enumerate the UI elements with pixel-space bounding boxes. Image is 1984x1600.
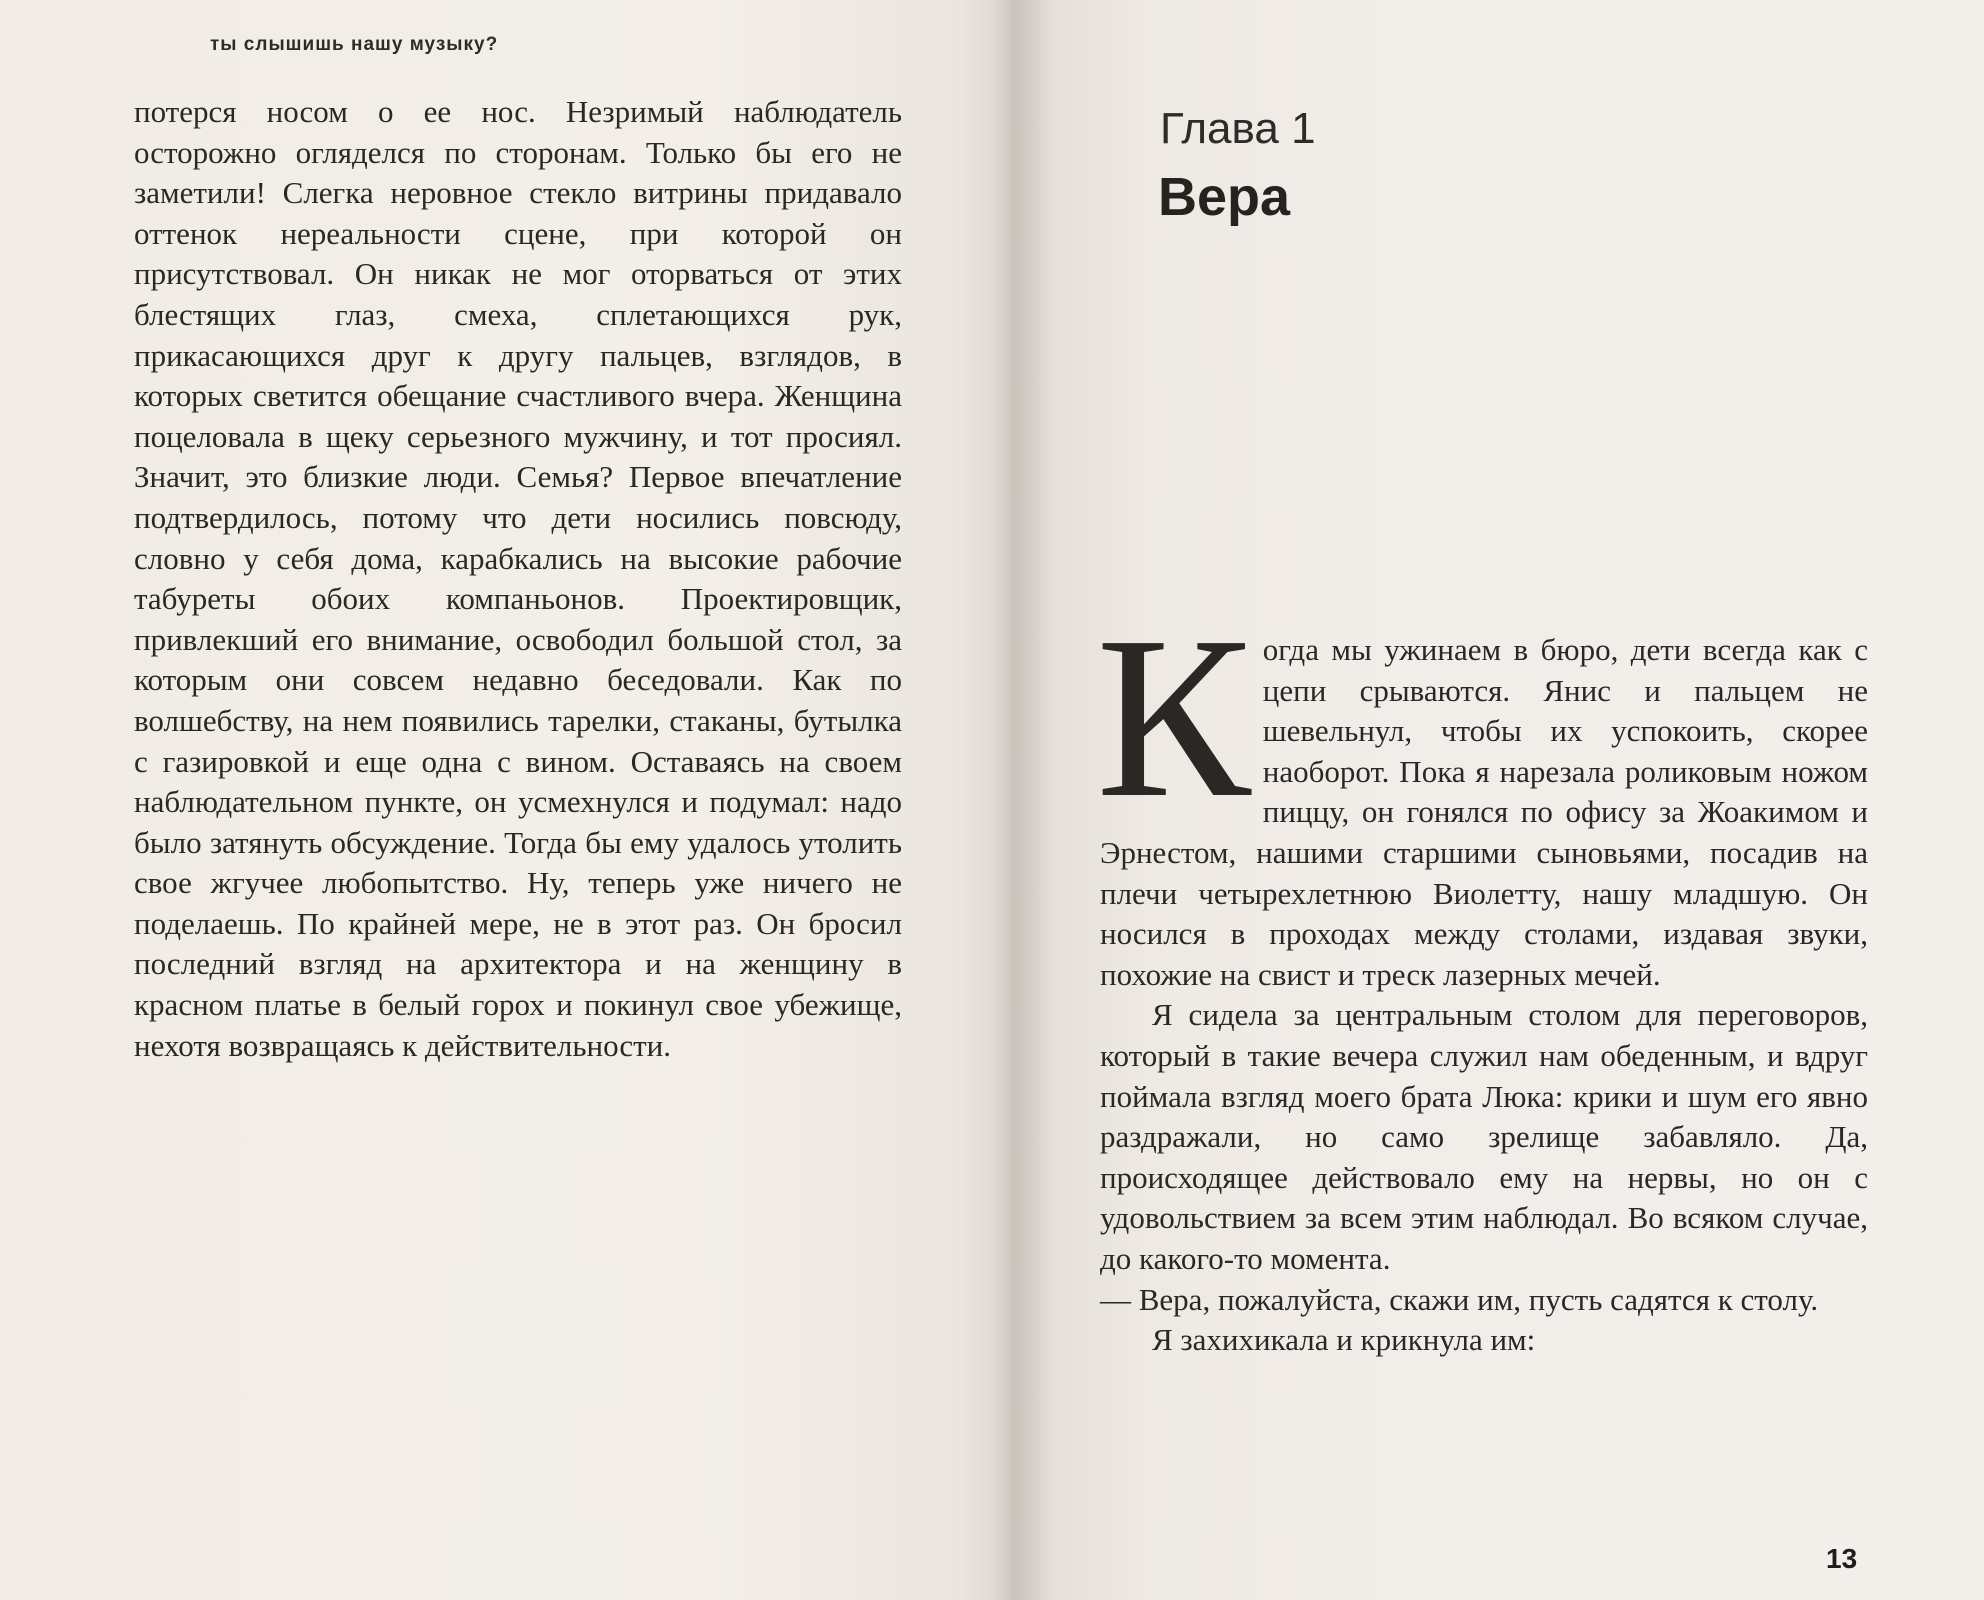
chapter-title: Вера — [1158, 167, 1291, 227]
left-paragraph: потерся носом о ее нос. Незримый наблюдатель осторожно огляделся по сторонам. Только бы его не заметили! Слегка неровное стекло витрины придавало оттенок нереальности сцене, при которой он присутствовал. Он никак не мог оторваться от этих блестящих глаз, смеха, сплетающихся рук, прикасающихся друг к другу пальцев, взглядов, в которых светится обещание счастливого вчера. Женщина поцеловала в щеку серьезного мужчину, и тот просиял. Значит, это близкие люди. Семья? Первое впечатление подтвердилось, потому что дети носились повсюду, словно у себя дома, карабкались на высокие рабочие табуреты обоих компаньонов. Проектировщик, привлекший его внимание, освободил большой стол, за которым они совсем недавно беседовали. Как по волшебству, на нем появились тарелки, стаканы, бутылка с газировкой и еще одна с вином. Оставаясь на своем наблюдательном пункте, он усмехнулся и подумал: надо было затянуть обсуждение. Тогда бы ему удалось утолить свое жгучее любопытство. Ну, теперь уже ничего не поделаешь. По крайней мере, не в этот раз. Он бросил последний взгляд на архитектора и на женщину в красном платье в белый горох и покинул свое убежище, нехотя возвращаясь к действительности. — [134, 94, 902, 1063]
drop-cap: К — [1096, 589, 1251, 846]
page-number: 13 — [1826, 1543, 1858, 1574]
chapter-label: Глава 1 — [1160, 104, 1316, 153]
final-line: Я захихикала и крикнула им: — [1152, 1322, 1536, 1358]
right-page-body — [1096, 589, 1868, 1361]
dialogue-line: — Вера, пожалуйста, скажи им, пусть садятся к столу. — [1100, 1281, 1819, 1317]
first-paragraph — [1096, 589, 1868, 995]
left-page-body — [134, 92, 902, 1066]
first-paragraph-text: огда мы ужинаем в бюро, дети всегда как с цепи срываются. Янис и пальцем не шевельнул, чтобы их успокоить, скорее наоборот. Пока я нарезала роликовым ножом пиццу, он гонялся по офису за Жоакимом и Эрнестом, нашими старшими сыновьями, посадив на плечи четырехлетнюю Виолетту, нашу младшую. Он носился в проходах между столами, издавая звуки, похожие на свист и треск лазерных мечей. — [1100, 632, 1868, 992]
running-head: ты слышишь нашу музыку? — [210, 34, 499, 55]
second-paragraph: Я сидела за центральным столом для переговоров, который в такие вечера служил нам обеденным, и вдруг поймала взгляд моего брата Люка: крики и шум его явно раздражали, но само зрелище забавляло. Да, происходящее действовало ему на нервы, но он с удовольствием за всем этим наблюдал. Во всяком случае, до какого-то момента. — [1100, 997, 1868, 1276]
